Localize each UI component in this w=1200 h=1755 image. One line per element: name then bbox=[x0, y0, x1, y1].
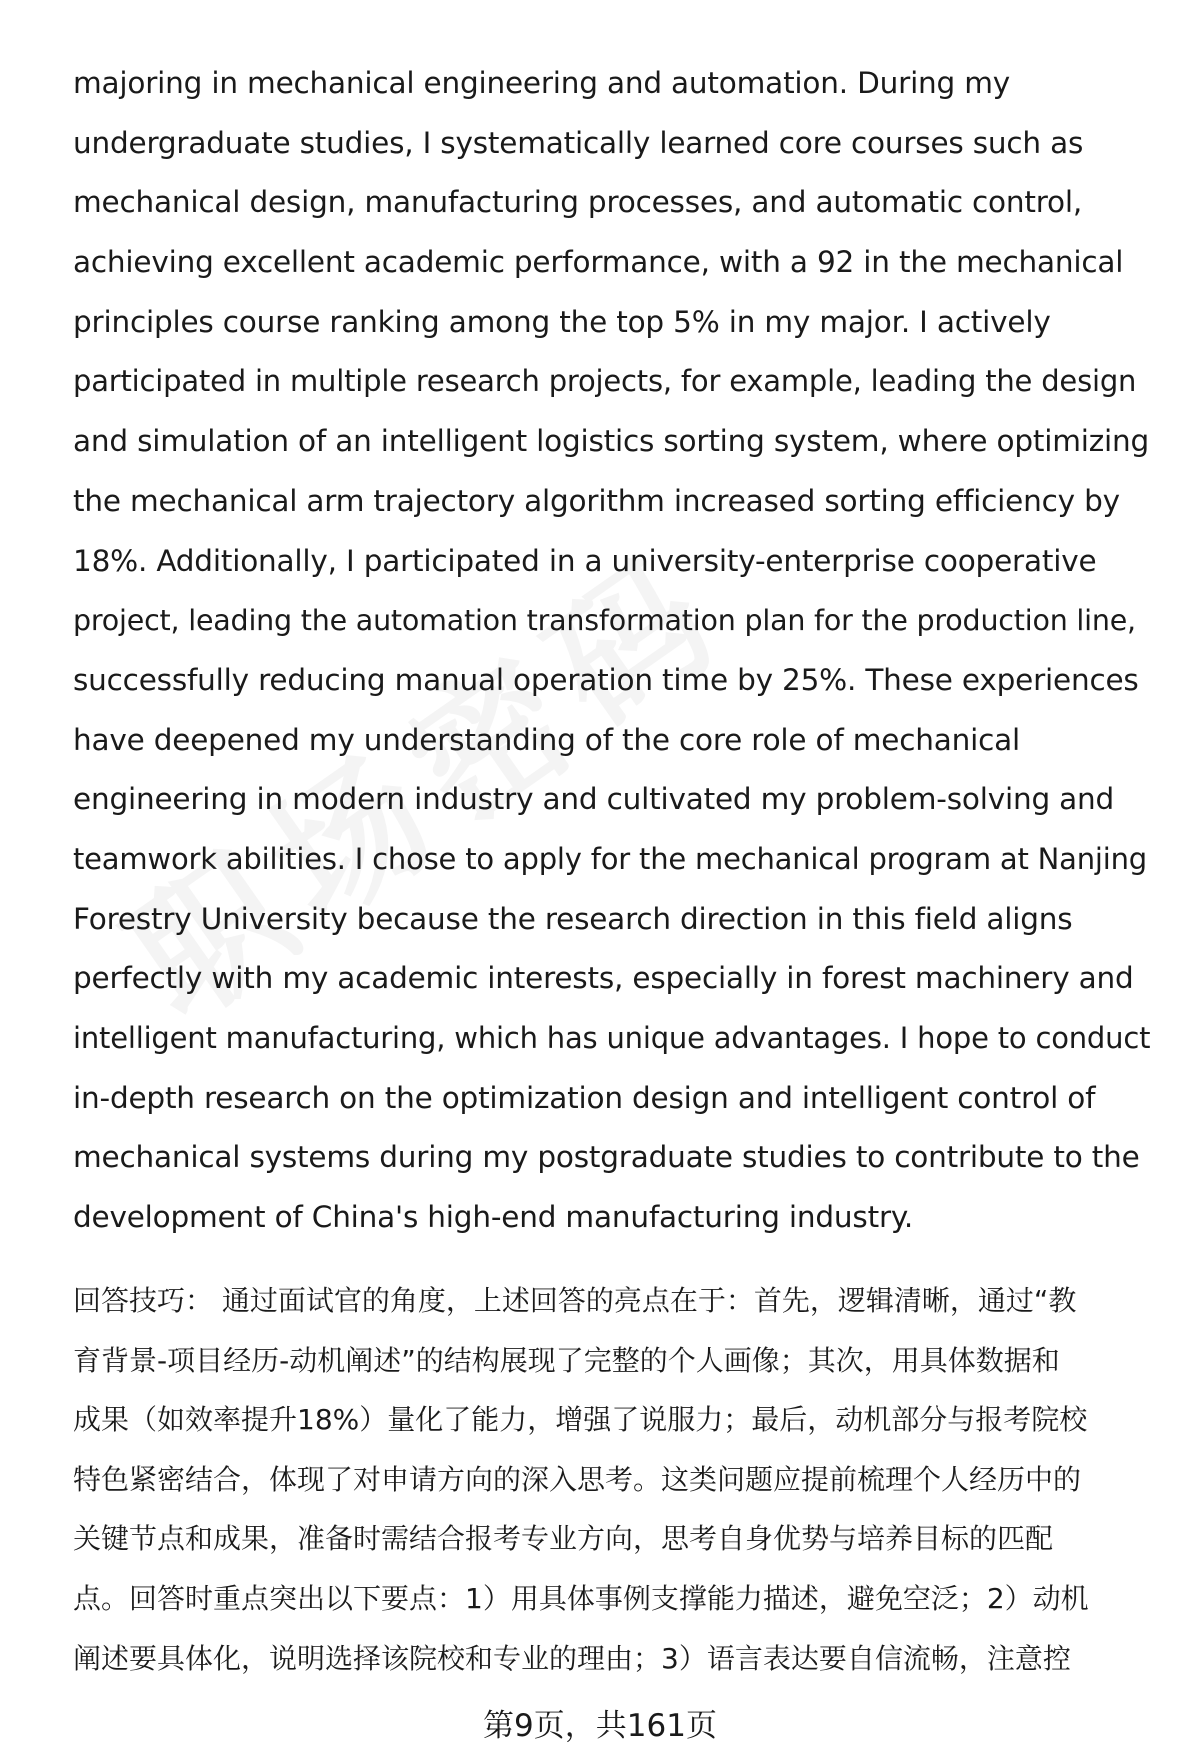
answer-line: undergraduate studies, I systematically learned core courses such as bbox=[73, 125, 1084, 160]
tips-line: 回答技巧： 通过面试官的角度，上述回答的亮点在于：首先，逻辑清晰，通过“教 bbox=[73, 1284, 1077, 1317]
answer-tips-paragraph bbox=[73, 1271, 1163, 1688]
answer-line: perfectly with my academic interests, especially in forest machinery and bbox=[73, 961, 1134, 996]
answer-line: the mechanical arm trajectory algorithm increased sorting efficiency by bbox=[73, 483, 1120, 518]
tips-line: 成果（如效率提升18%）量化了能力，增强了说服力；最后，动机部分与报考院校 bbox=[73, 1403, 1088, 1437]
answer-line: and simulation of an intelligent logistics sorting system, where optimizing bbox=[73, 424, 1150, 459]
answer-line: Forestry University because the research direction in this field aligns bbox=[73, 901, 1073, 936]
answer-line: mechanical systems during my postgraduate studies to contribute to the bbox=[73, 1140, 1140, 1175]
answer-line: majoring in mechanical engineering and automation. During my bbox=[73, 66, 1011, 100]
answer-line: intelligent manufacturing, which has unique advantages. I hope to conduct bbox=[73, 1021, 1151, 1055]
tips-line: 关键节点和成果，准备时需结合报考专业方向，思考自身优势与培养目标的匹配 bbox=[73, 1522, 1054, 1556]
tips-line: 阐述要具体化，说明选择该院校和专业的理由；3）语言表达要自信流畅，注意控 bbox=[73, 1641, 1071, 1675]
tips-line: 育背景-项目经历-动机阐述”的结构展现了完整的个人画像；其次，用具体数据和 bbox=[73, 1343, 1060, 1377]
answer-line: participated in multiple research projects, for example, leading the design bbox=[73, 364, 1137, 399]
tips-line: 特色紧密结合，体现了对申请方向的深入思考。这类问题应提前梳理个人经历中的 bbox=[73, 1462, 1082, 1496]
answer-paragraph bbox=[73, 54, 1153, 1248]
answer-line: engineering in modern industry and cultivated my problem-solving and bbox=[73, 782, 1115, 817]
answer-line: teamwork abilities. I chose to apply for the mechanical program at Nanjing bbox=[73, 841, 1147, 876]
tips-line: 点。回答时重点突出以下要点：1）用具体事例支撑能力描述，避免空泛；2）动机 bbox=[73, 1581, 1089, 1615]
answer-line: achieving excellent academic performance, with a 92 in the mechanical bbox=[73, 245, 1124, 280]
answer-line: have deepened my understanding of the core role of mechanical bbox=[73, 722, 1021, 757]
answer-line: successfully reducing manual operation time by 25%. These experiences bbox=[73, 662, 1139, 697]
answer-line: 18%. Additionally, I participated in a university-enterprise cooperative bbox=[73, 543, 1097, 578]
answer-line: development of China's high-end manufacturing industry. bbox=[73, 1200, 914, 1235]
answer-line: mechanical design, manufacturing processes, and automatic control, bbox=[73, 185, 1083, 220]
page-number: 第9页，共161页 bbox=[483, 1708, 717, 1744]
answer-line: principles course ranking among the top 5% in my major. I actively bbox=[73, 304, 1051, 339]
answer-line: project, leading the automation transformation plan for the production line, bbox=[73, 604, 1136, 638]
answer-line: in-depth research on the optimization design and intelligent control of bbox=[73, 1080, 1096, 1115]
